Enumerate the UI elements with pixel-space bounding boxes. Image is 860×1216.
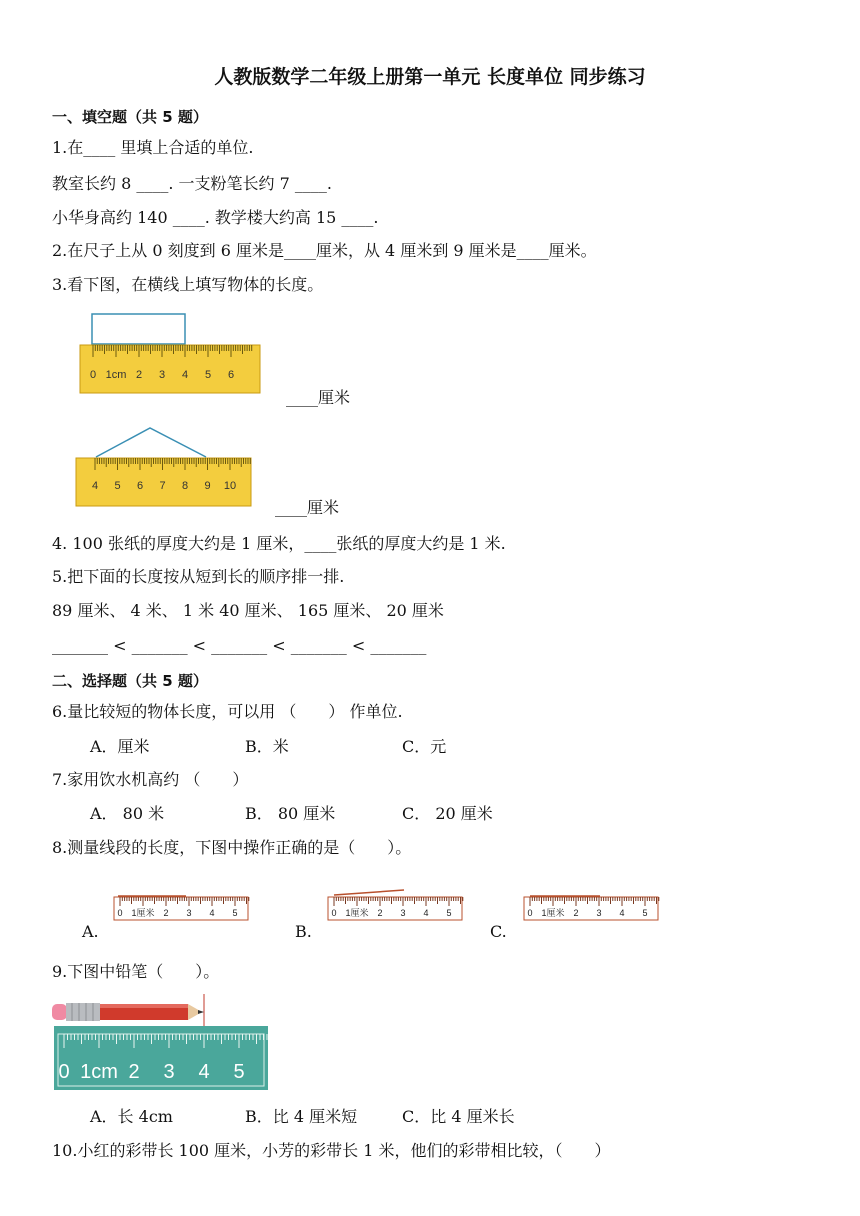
ruler-tick-label: 7: [159, 480, 166, 492]
ruler-tick-label: 8: [181, 480, 189, 492]
section-choice-heading: 二、选择题（共 5 题）: [52, 672, 208, 690]
page-title: 人教版数学二年级上册第一单元 长度单位 同步练习: [214, 66, 646, 88]
q7-option-b: B． 80 厘米: [245, 804, 336, 823]
ruler-tick-label: 1cm: [105, 369, 127, 381]
ruler-tick-label: 0: [89, 369, 97, 381]
q7-stem: 7.家用饮水机高约 （ ）: [52, 770, 249, 789]
q5-items: 89 厘米、 4 米、 1 米 40 厘米、 165 厘米、 20 厘米: [52, 601, 444, 620]
q3-answer2: ____厘米: [275, 498, 340, 517]
ruler-tick-label: 2: [377, 908, 383, 918]
q8-option-a: A.: [82, 922, 99, 941]
q8-ruler-b: [326, 884, 466, 924]
q1-line2: 小华身高约 140 ____. 教学楼大约高 15 ____.: [52, 208, 379, 227]
ruler-tick-label: 5: [232, 908, 238, 918]
ruler-tick-label: 9: [204, 480, 211, 492]
q7-option-a: A． 80 米: [90, 804, 165, 823]
ruler-tick-label: 5: [642, 908, 648, 918]
ruler-tick-label: 10: [223, 480, 237, 492]
ruler-tick-label: 4: [91, 480, 99, 492]
q9-option-a: A．长 4cm: [90, 1107, 173, 1126]
q6-option-c: C．元: [402, 737, 447, 756]
q8-option-c: C.: [490, 922, 507, 941]
q10-text: 10.小红的彩带长 100 厘米，小芳的彩带长 1 米，他们的彩带相比较，（ ）: [52, 1141, 611, 1160]
ruler-tick-label: 2: [135, 369, 143, 381]
ruler-tick-label: 3: [163, 1061, 175, 1083]
ruler-tick-label: 0: [331, 908, 337, 918]
ruler-tick-label: 5: [114, 480, 121, 492]
section-fill-blank-heading: 一、填空题（共 5 题）: [52, 108, 208, 126]
ruler-tick-label: 5: [204, 369, 212, 381]
ruler-tick-label: 4: [181, 369, 189, 381]
q4-text: 4. 100 张纸的厚度大约是 1 厘米，____张纸的厚度大约是 1 米.: [52, 534, 506, 553]
ruler-tick-label: 4: [619, 908, 625, 918]
q8-ruler-a: [112, 888, 252, 924]
ruler-tick-label: 6: [136, 480, 144, 492]
ruler-tick-label: 1cm: [80, 1061, 118, 1083]
q3-answer1: ____厘米: [286, 388, 351, 407]
ruler-tick-label: 4: [198, 1061, 210, 1083]
q3-stem: 3.看下图，在横线上填写物体的长度。: [52, 275, 324, 294]
q8-ruler-c: [522, 888, 662, 924]
ruler-tick-label: 0: [58, 1061, 70, 1083]
q6-option-b: B．米: [245, 737, 289, 756]
ruler-tick-label: 4: [209, 908, 215, 918]
q8-option-b: B.: [295, 922, 312, 941]
q9-option-c: C．比 4 厘米长: [402, 1107, 515, 1126]
q7-option-c: C． 20 厘米: [402, 804, 493, 823]
ruler-tick-label: 3: [186, 908, 192, 918]
q9-pencil-on-ruler: [52, 992, 272, 1092]
q3-ruler-with-triangle: [74, 424, 254, 510]
ruler-tick-label: 3: [400, 908, 406, 918]
q9-stem: 9.下图中铅笔（ ）。: [52, 962, 220, 981]
ruler-tick-label: 6: [227, 369, 235, 381]
q6-option-a: A．厘米: [90, 737, 150, 756]
ruler-tick-label: 3: [158, 369, 166, 381]
q5-stem: 5.把下面的长度按从短到长的顺序排一排.: [52, 567, 345, 586]
ruler-tick-label: 0: [527, 908, 533, 918]
q3-ruler-with-rectangle: [78, 310, 263, 398]
q8-stem: 8.测量线段的长度，下图中操作正确的是（ ）。: [52, 838, 412, 857]
q9-option-b: B．比 4 厘米短: [245, 1107, 358, 1126]
ruler-tick-label: 5: [446, 908, 452, 918]
ruler-tick-label: 1厘米: [131, 908, 155, 918]
q5-order-blanks: _______ < _______ < _______ < _______ < _______: [52, 636, 427, 655]
ruler-tick-label: 3: [596, 908, 602, 918]
ruler-tick-label: 5: [233, 1061, 245, 1083]
q2-text: 2.在尺子上从 0 刻度到 6 厘米是____厘米，从 4 厘米到 9 厘米是____厘米。: [52, 241, 597, 260]
ruler-tick-label: 1厘米: [541, 908, 565, 918]
q6-stem: 6.量比较短的物体长度，可以用 （ ） 作单位.: [52, 702, 403, 721]
ruler-tick-label: 4: [423, 908, 429, 918]
ruler-tick-label: 2: [128, 1061, 140, 1083]
q1-line1: 教室长约 8 ____. 一支粉笔长约 7 ____.: [52, 174, 332, 193]
ruler-tick-label: 2: [573, 908, 579, 918]
q1-stem: 1.在____ 里填上合适的单位.: [52, 138, 254, 157]
ruler-tick-label: 0: [117, 908, 123, 918]
ruler-tick-label: 1厘米: [345, 908, 369, 918]
ruler-tick-label: 2: [163, 908, 169, 918]
